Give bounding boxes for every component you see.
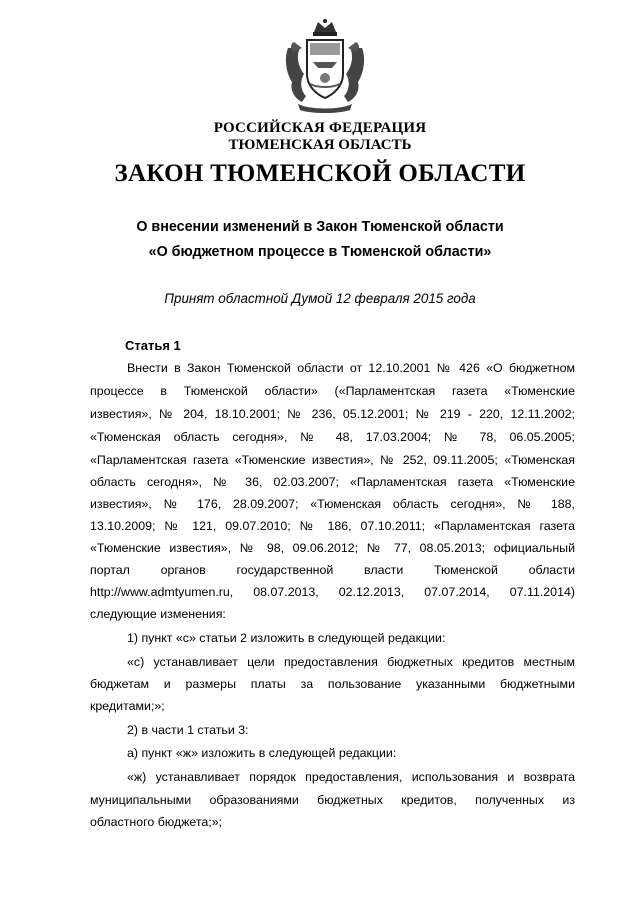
body-line: следующие изменения: (90, 607, 226, 621)
body-line: 1) пункт «с» статьи 2 изложить в следующей редакции: (127, 631, 446, 645)
body-line: известия», № 204, 18.10.2001; № 236, 05.12.2001; № 219 - 220, 12.11.2002; (90, 407, 575, 421)
body-line: известия», № 176, 28.09.2007; «Тюменская область сегодня», № 188, (90, 497, 575, 511)
body-line: «ж) устанавливает порядок предоставления, использования и возврата (127, 770, 575, 784)
body-line: 2) в части 1 статьи 3: (127, 723, 249, 737)
body-line: 13.10.2009; № 121, 09.07.2010; № 186, 07.10.2011; «Парламентская газета (90, 519, 575, 533)
body-line: бюджетам и размеры платы за пользование указанными бюджетными (90, 677, 575, 691)
region-heading: ТЮМЕНСКАЯ ОБЛАСТЬ (228, 137, 412, 153)
body-line: областного бюджета;»; (90, 815, 223, 829)
body-line: «Тюменские известия», № 98, 09.06.2012; № 77, 08.05.2013; официальный (90, 541, 575, 555)
body-line: кредитами;»; (90, 699, 165, 713)
law-title-line-2: «О бюджетном процессе в Тюменской области» (148, 244, 492, 260)
article-heading: Статья 1 (125, 338, 181, 353)
body-line: область сегодня», № 36, 02.03.2007; «Парламентская газета «Тюменские (90, 475, 575, 489)
body-line: «с) устанавливает цели предоставления бюджетных кредитов местным (127, 655, 575, 669)
body-line: «Парламентская газета «Тюменские известия», № 252, 09.11.2005; «Тюменская (90, 453, 575, 467)
adoption-note: Принят областной Думой 12 февраля 2015 года (164, 291, 476, 306)
law-title-line-1: О внесении изменений в Закон Тюменской области (136, 219, 504, 235)
body-line: http://www.admtyumen.ru, 08.07.2013, 02.12.2013, 07.07.2014, 07.11.2014) (90, 585, 575, 599)
body-line: а) пункт «ж» изложить в следующей редакции: (127, 746, 397, 760)
law-type-heading: ЗАКОН ТЮМЕНСКОЙ ОБЛАСТИ (114, 160, 526, 187)
body-line: портал органов государственной власти Тюменской области (90, 563, 575, 577)
body-line: Внести в Закон Тюменской области от 12.10.2001 № 426 «О бюджетном (127, 361, 575, 375)
tyumen-coat-of-arms-icon (280, 18, 370, 114)
body-line: муниципальными образованиями бюджетных кредитов, полученных из (90, 793, 575, 807)
body-line: «Тюменская область сегодня», № 48, 17.03.2004; № 78, 06.05.2005; (90, 430, 575, 444)
body-line: процессе в Тюменской области» («Парламентская газета «Тюменские (90, 384, 575, 398)
country-heading: РОССИЙСКАЯ ФЕДЕРАЦИЯ (213, 120, 427, 136)
